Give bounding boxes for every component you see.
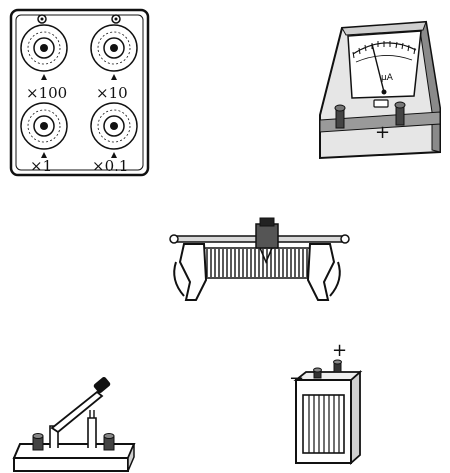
battery-positive-sign: + — [332, 340, 348, 361]
knife-switch — [14, 377, 134, 471]
switch-handle[interactable] — [93, 377, 110, 394]
battery-terminal-positive[interactable] — [334, 360, 342, 372]
dial-label-x100: ×100 — [26, 84, 68, 102]
resistance-box — [11, 10, 148, 175]
battery-terminal-negative[interactable] — [314, 368, 322, 378]
dial-label-x10: ×10 — [96, 84, 128, 102]
battery-negative-sign: − — [289, 368, 305, 389]
meter-terminal-negative[interactable] — [335, 105, 345, 128]
meter-unit-label: μA — [381, 73, 393, 83]
zero-adjust-screw[interactable] — [374, 100, 388, 107]
rheostat — [170, 218, 349, 300]
meter-terminal-positive[interactable] — [395, 102, 405, 125]
battery — [289, 340, 360, 463]
switch-terminal-right[interactable] — [104, 434, 114, 451]
dial-label-x1: ×1 — [30, 157, 53, 175]
microammeter — [320, 22, 440, 158]
switch-terminal-left[interactable] — [33, 434, 43, 451]
rheostat-coil — [200, 248, 314, 278]
dial-label-x0-1: ×0.1 — [92, 157, 129, 175]
meter-positive-sign: + — [375, 122, 391, 143]
